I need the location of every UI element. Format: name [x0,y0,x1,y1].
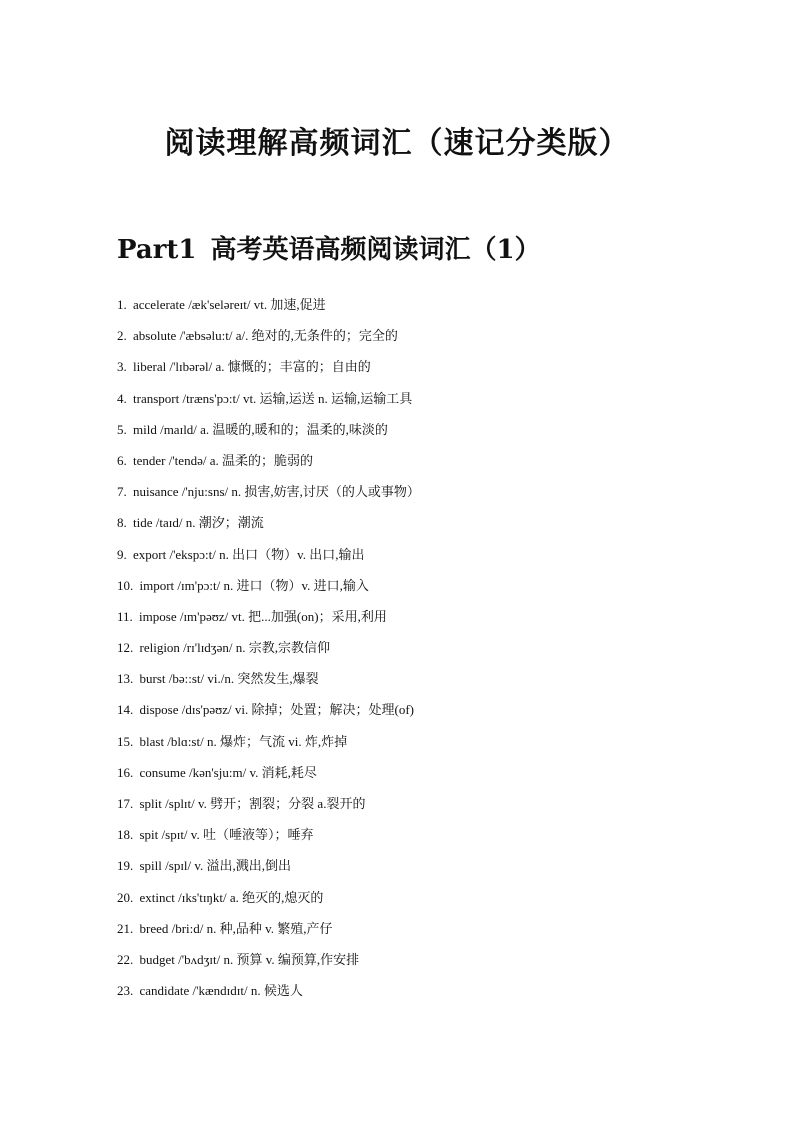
vocab-entry [117,544,757,575]
vocab-entry-text: spit /spɪt/ v. 吐（唾液等）；唾弃 [139,827,314,843]
vocab-entry [117,918,757,949]
vocab-entry-number: 7. [117,484,127,500]
vocab-entry-number: 10. [117,577,134,593]
vocab-entry-text: candidate /'kændɪdɪt/ n. 候选人 [139,983,303,999]
vocab-entry [117,325,757,356]
vocab-entry-number: 2. [117,328,127,344]
vocab-entry-text: split /splɪt/ v. 劈开；割裂；分裂 a.裂开的 [139,796,366,811]
vocab-entry-number: 11. [117,608,133,624]
vocab-entry [117,731,757,762]
vocab-entry-number: 8. [117,515,127,531]
vocab-entry-number: 6. [117,452,127,468]
vocab-entry-text: accelerate /æk'seləreɪt/ vt. 加速,促进 [133,297,326,312]
vocab-entry [117,356,757,387]
vocab-entry [117,637,757,668]
document-title: 阅读理解高频词汇（速记分类版） [164,126,630,161]
vocab-entry-number: 4. [117,390,127,406]
vocab-entry [117,762,757,793]
vocab-entry-number: 18. [117,827,134,843]
vocab-entry-text: absolute /'æbsəlu:t/ a/. 绝对的,无条件的；完全的 [133,328,398,344]
vocab-entry [117,481,757,512]
vocab-entry [117,949,757,980]
vocab-entry-number: 12. [117,640,134,656]
vocab-entry-number: 15. [117,733,134,749]
vocab-entry-number: 13. [117,671,134,687]
vocab-entry-text: impose /ɪm'pəʊz/ vt. 把...加强(on)；采用,利用 [139,608,387,624]
vocab-entry-text: blast /blɑ:st/ n. 爆炸；气流 vi. 炸,炸掉 [139,733,348,749]
part-heading [117,229,541,266]
part-title: 高考英语高频阅读词汇（1） [210,235,541,265]
vocab-entry-text: export /'ekspɔ:t/ n. 出口（物）v. 出口,输出 [133,546,365,562]
vocab-entry [117,793,757,824]
vocab-entry-text: religion /rɪ'lɪdʒən/ n. 宗教,宗教信仰 [139,640,330,656]
vocab-entry-text: spill /spɪl/ v. 溢出,溅出,倒出 [139,858,292,874]
vocab-entry-number: 14. [117,702,134,718]
vocab-entry-text: import /ɪm'pɔ:t/ n. 进口（物）v. 进口,输入 [139,577,369,593]
vocab-entry-number: 19. [117,858,134,874]
vocab-entry [117,606,757,637]
vocab-entry-number: 21. [117,920,134,936]
vocab-entry-text: breed /bri:d/ n. 种,品种 v. 繁殖,产仔 [139,920,333,936]
vocab-entry [117,512,757,543]
vocab-entry-number: 9. [117,546,127,562]
vocab-entry-number: 22. [117,951,134,967]
vocab-entry [117,699,757,730]
vocab-entry-text: burst /bə::st/ vi./n. 突然发生,爆裂 [139,671,319,687]
vocab-entry-text: liberal /'lɪbərəl/ a. 慷慨的；丰富的；自由的 [133,359,371,375]
vocab-entry [117,294,757,325]
vocab-entry-text: dispose /dɪs'pəʊz/ vi. 除掉；处置；解决；处理(of) [139,702,415,718]
vocab-entry-text: budget /'bʌdʒɪt/ n. 预算 v. 编预算,作安排 [139,951,360,967]
part-label: Part1 [117,235,197,265]
vocab-entry [117,419,757,450]
vocab-entry-number: 17. [117,796,134,811]
vocab-entry-text: consume /kən'sju:m/ v. 消耗,耗尽 [139,764,317,780]
vocab-entry [117,450,757,481]
vocab-entry-number: 1. [117,297,127,312]
vocabulary-list [117,294,757,1011]
vocab-entry-number: 3. [117,359,127,375]
vocab-entry-text: mild /maɪld/ a. 温暖的,暖和的；温柔的,味淡的 [133,421,388,437]
vocab-entry-number: 5. [117,421,127,437]
vocab-entry-text: extinct /ɪks'tɪŋkt/ a. 绝灭的,熄灭的 [139,889,324,905]
vocab-entry [117,855,757,886]
vocab-entry-text: tide /taɪd/ n. 潮汐；潮流 [133,515,264,531]
vocab-entry [117,388,757,419]
vocab-entry [117,668,757,699]
vocab-entry [117,575,757,606]
vocab-entry-number: 23. [117,983,134,999]
vocab-entry-text: tender /'tendə/ a. 温柔的；脆弱的 [133,452,313,468]
vocab-entry-text: transport /træns'pɔ:t/ vt. 运输,运送 n. 运输,运输工具 [133,390,413,406]
vocab-entry-text: nuisance /'nju:sns/ n. 损害,妨害,讨厌（的人或事物） [133,484,420,500]
vocab-entry-number: 20. [117,889,134,905]
vocab-entry [117,887,757,918]
vocab-entry [117,824,757,855]
vocab-entry [117,980,757,1011]
vocab-entry-number: 16. [117,764,134,780]
